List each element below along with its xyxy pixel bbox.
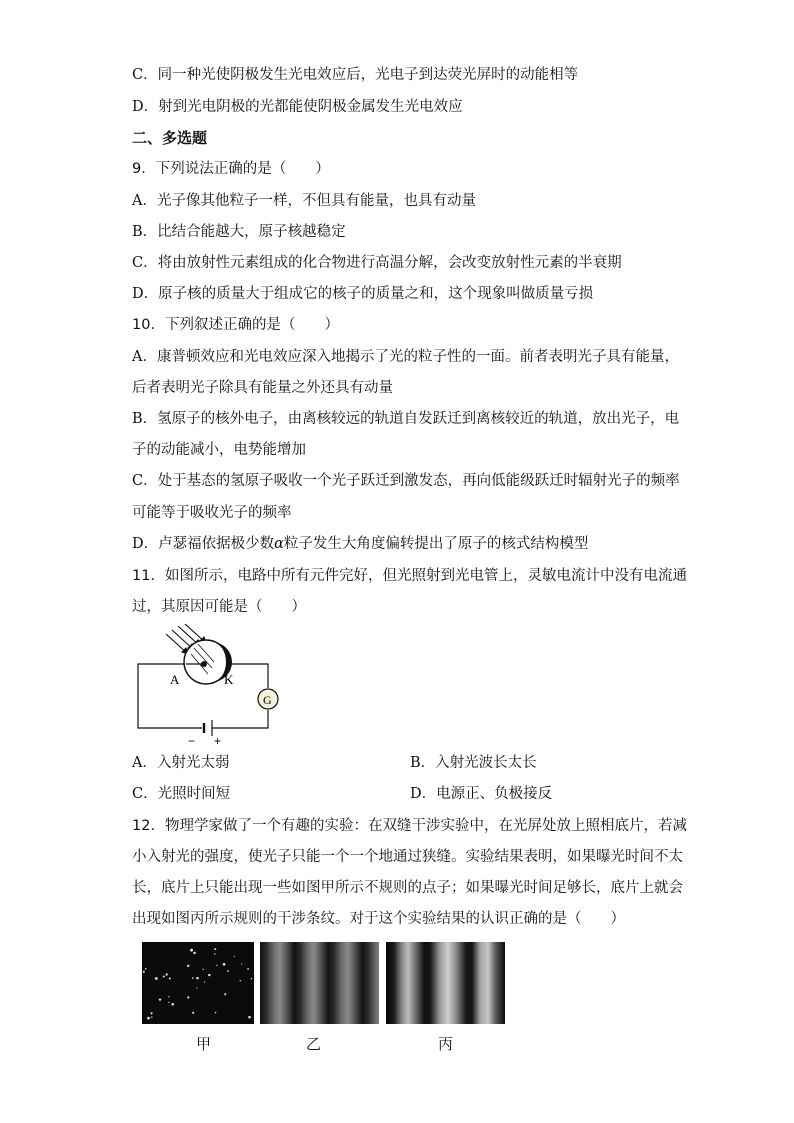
photon-dot bbox=[159, 998, 161, 1000]
caption-jia: 甲 bbox=[196, 1035, 212, 1053]
alpha-symbol: α bbox=[274, 536, 284, 552]
photon-dot bbox=[241, 964, 242, 965]
photon-dot bbox=[171, 1003, 174, 1006]
photon-dot bbox=[247, 968, 249, 970]
q10-option-c-line2: 可能等于吸收光子的频率 bbox=[132, 505, 292, 521]
photon-dot bbox=[143, 971, 145, 973]
caption-bing: 丙 bbox=[438, 1035, 454, 1053]
q10-option-a-line2: 后者表明光子除具有能量之外还具有动量 bbox=[132, 380, 393, 396]
photon-dot bbox=[251, 978, 252, 979]
photon-dot bbox=[192, 1012, 194, 1014]
battery-plus: + bbox=[214, 734, 222, 748]
q11-option-b: B．入射光波长太长 bbox=[410, 755, 537, 771]
photon-dot bbox=[145, 968, 147, 970]
photon-dot bbox=[248, 1016, 251, 1019]
q11-option-d: D．电源正、负极接反 bbox=[410, 786, 553, 802]
q9-option-d: D．原子核的质量大于组成它的核子的质量之和，这个现象叫做质量亏损 bbox=[132, 286, 594, 302]
photon-dot bbox=[216, 965, 217, 966]
photon-dot bbox=[204, 981, 205, 982]
q10-option-d bbox=[132, 534, 588, 554]
photon-dot bbox=[163, 976, 165, 978]
photon-dot bbox=[168, 1002, 169, 1003]
photon-dot bbox=[240, 980, 241, 981]
q10-option-a-line1: A．康普顿效应和光电效应深入地揭示了光的粒子性的一面。前者表明光子具有能量， bbox=[132, 349, 679, 365]
photon-dot bbox=[234, 956, 235, 957]
label-g: G bbox=[263, 693, 272, 707]
photon-dot bbox=[214, 948, 216, 950]
label-a: A bbox=[170, 672, 180, 687]
photon-dot bbox=[223, 963, 226, 966]
photon-dot bbox=[169, 978, 171, 980]
q11-option-c: C．光照时间短 bbox=[132, 786, 231, 802]
label-k: K bbox=[224, 672, 234, 687]
photo-plate-jia bbox=[142, 942, 254, 1024]
photon-dot bbox=[147, 1017, 150, 1020]
photon-dot bbox=[192, 977, 193, 978]
caption-yi: 乙 bbox=[306, 1035, 322, 1053]
q10-option-d-post: 粒子发生大角度偏转提出了原子的核式结构模型 bbox=[283, 536, 589, 552]
photon-dot bbox=[214, 953, 215, 954]
q10-option-d-pre: D．卢瑟福依据极少数 bbox=[132, 536, 275, 552]
q9-stem: 9．下列说法正确的是（ ） bbox=[132, 161, 330, 177]
q10-option-b-line2: 子的动能减小，电势能增加 bbox=[132, 442, 306, 458]
photon-dot bbox=[208, 974, 210, 976]
photon-dot bbox=[196, 987, 197, 988]
q10-option-c-line1: C．处于基态的氢原子吸收一个光子跃迁到激发态，再向低能级跃迁时辐射光子的频率 bbox=[132, 473, 680, 489]
q8-option-d: D．射到光电阴极的光都能使阴极金属发生光电效应 bbox=[132, 99, 463, 115]
photon-dot bbox=[151, 1016, 152, 1017]
q12-stem-line1: 12．物理学家做了一个有趣的实验：在双缝干涉实验中，在光屏处放上照相底片，若减 bbox=[132, 818, 687, 834]
photon-dot bbox=[196, 977, 199, 980]
q11-stem-line1: 11．如图所示，电路中所有元件完好，但光照射到光电管上，灵敏电流计中没有电流通 bbox=[132, 568, 687, 584]
photo-plate-yi bbox=[260, 942, 379, 1024]
q9-option-c: C．将由放射性元素组成的化合物进行高温分解，会改变放射性元素的半衰期 bbox=[132, 255, 622, 271]
photon-dot bbox=[215, 1012, 216, 1013]
photon-dot bbox=[155, 977, 158, 980]
q11-stem-line2: 过，其原因可能是（ ） bbox=[132, 599, 306, 615]
q12-stem-line4: 出现如图丙所示规则的干涉条纹。对于这个实验结果的认识正确的是（ ） bbox=[132, 911, 625, 927]
photon-dot bbox=[187, 965, 189, 967]
photon-dot bbox=[187, 996, 189, 998]
photon-dot bbox=[166, 973, 168, 975]
q12-stem-line3: 长，底片上只能出现一些如图甲所示不规则的点子；如果曝光时间足够长，底片上就会 bbox=[132, 880, 683, 896]
battery-minus: − bbox=[188, 734, 196, 748]
photo-plate-bing bbox=[386, 942, 505, 1024]
photon-dot bbox=[168, 996, 169, 997]
photon-dot bbox=[203, 969, 204, 970]
q8-option-c: C．同一种光使阴极发生光电效应后，光电子到达荧光屏时的动能相等 bbox=[132, 67, 579, 83]
q10-option-b-line1: B．氢原子的核外电子，由离核较远的轨道自发跃迁到离核较近的轨道，放出光子，电 bbox=[132, 411, 680, 427]
section-title: 二、多选题 bbox=[132, 129, 208, 147]
q12-stem-line2: 小入射光的强度，使光子只能一个一个地通过狭缝。实验结果表明，如果曝光时间不太 bbox=[132, 849, 683, 865]
q9-option-b: B．比结合能越大，原子核越稳定 bbox=[132, 224, 346, 240]
photon-dot bbox=[193, 952, 195, 954]
photon-dot bbox=[224, 993, 226, 995]
photon-dot bbox=[227, 970, 229, 972]
q10-stem: 10．下列叙述正确的是（ ） bbox=[132, 317, 339, 333]
phototube-circuit-figure bbox=[128, 624, 298, 748]
photon-dot bbox=[190, 949, 193, 952]
q11-option-a: A．入射光太弱 bbox=[132, 755, 230, 771]
photon-dot bbox=[151, 1012, 153, 1014]
q9-option-a: A．光子像其他粒子一样，不但具有能量，也具有动量 bbox=[132, 193, 476, 209]
